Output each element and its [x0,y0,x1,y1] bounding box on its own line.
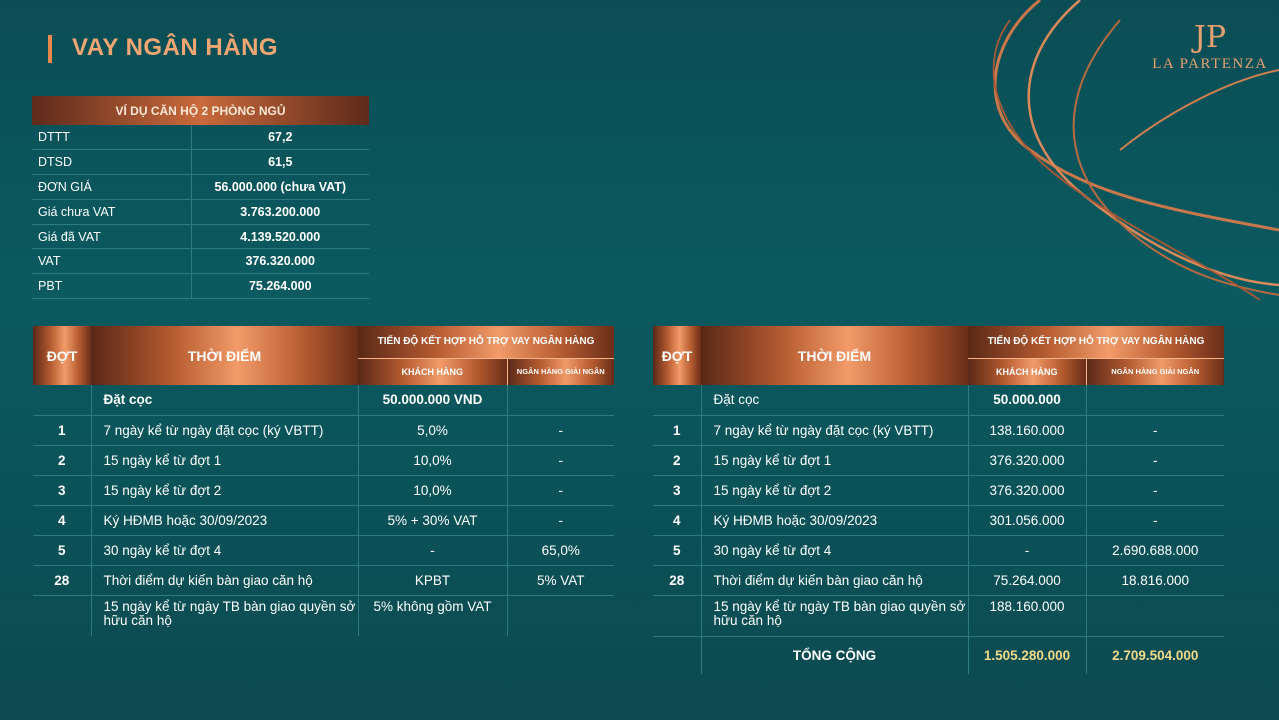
example-header: VÍ DỤ CĂN HỘ 2 PHÒNG NGỦ [32,96,369,125]
cell-customer: 376.320.000 [968,475,1086,505]
cell-time: 15 ngày kể từ đợt 2 [91,475,358,505]
col-time-header: THỜI ĐIỂM [91,326,358,385]
table-row [33,595,614,636]
table-row [653,565,1224,595]
cell-time: 15 ngày kể từ đợt 1 [701,445,968,475]
cell-customer: 301.056.000 [968,505,1086,535]
cell-bank [1086,595,1224,636]
col-group-header: TIẾN ĐỘ KẾT HỢP HỖ TRỢ VAY NGÂN HÀNG [358,326,614,358]
cell-bank: - [1086,505,1224,535]
cell-dot [33,595,91,636]
cell-customer: 5% không gồm VAT [358,595,507,636]
table-row [33,475,614,505]
row-label: Giá chưa VAT [32,199,191,224]
cell-dot [653,385,701,415]
table-row [32,175,369,200]
cell-time: 30 ngày kể từ đợt 4 [91,535,358,565]
table-row [32,274,369,299]
cell-customer: 188.160.000 [968,595,1086,636]
table-row [33,445,614,475]
cell-customer: 50.000.000 [968,385,1086,415]
cell-bank [507,595,614,636]
cell-dot [653,595,701,636]
cell-time: Ký HĐMB hoặc 30/09/2023 [701,505,968,535]
row-label: ĐƠN GIÁ [32,175,191,200]
cell-dot: 1 [33,415,91,445]
row-value: 376.320.000 [191,249,369,274]
cell-customer: 10,0% [358,445,507,475]
cell-dot: 3 [653,475,701,505]
cell-dot [653,636,701,674]
cell-dot: 1 [653,415,701,445]
table-row [653,445,1224,475]
example-apartment-table [32,96,369,299]
cell-dot: 28 [33,565,91,595]
table-row [653,595,1224,636]
cell-bank: - [507,415,614,445]
row-label: Giá đã VAT [32,224,191,249]
table-row [653,385,1224,415]
cell-customer: 376.320.000 [968,445,1086,475]
cell-dot: 3 [33,475,91,505]
cell-bank [1086,385,1224,415]
cell-bank: 65,0% [507,535,614,565]
cell-customer: KPBT [358,565,507,595]
total-bank: 2.709.504.000 [1112,647,1199,663]
table-row [33,565,614,595]
cell-time: Đặt cọc [701,385,968,415]
logo-name: LA PARTENZA [1152,56,1268,72]
cell-customer: 75.264.000 [968,565,1086,595]
table-row [32,150,369,175]
cell-bank: 18.816.000 [1086,565,1224,595]
table-row [32,224,369,249]
table-row [653,475,1224,505]
cell-dot: 5 [33,535,91,565]
cell-dot: 2 [33,445,91,475]
row-label: DTSD [32,150,191,175]
table-row [32,125,369,150]
cell-time: 7 ngày kể từ ngày đặt cọc (ký VBTT) [91,415,358,445]
row-label: VAT [32,249,191,274]
cell-dot: 2 [653,445,701,475]
table-row [33,415,614,445]
cell-customer: 10,0% [358,475,507,505]
cell-bank: - [507,445,614,475]
cell-customer: 50.000.000 VND [358,385,507,415]
row-value: 61,5 [191,150,369,175]
cell-time: 15 ngày kể từ ngày TB bàn giao quyền sở hữu căn hộ [91,595,358,636]
table-row [33,385,614,415]
title-accent-bar [48,35,52,63]
row-value: 75.264.000 [191,274,369,299]
col-customer-header: KHÁCH HÀNG [358,358,507,385]
table-row [33,535,614,565]
cell-dot: 5 [653,535,701,565]
cell-time: Thời điểm dự kiến bàn giao căn hộ [91,565,358,595]
col-bank-header: NGÂN HÀNG GIẢI NGÂN [507,358,614,385]
col-group-header: TIẾN ĐỘ KẾT HỢP HỖ TRỢ VAY NGÂN HÀNG [968,326,1224,358]
table-row [653,535,1224,565]
cell-dot [33,385,91,415]
cell-dot: 4 [653,505,701,535]
row-value: 4.139.520.000 [191,224,369,249]
payment-schedule-amount-table [653,326,1224,674]
total-row [653,636,1224,674]
cell-dot: 28 [653,565,701,595]
cell-bank: - [1086,475,1224,505]
table-row [653,505,1224,535]
cell-bank: - [507,475,614,505]
cell-time: 15 ngày kể từ ngày TB bàn giao quyền sở hữu căn hộ [701,595,968,636]
cell-customer: 5% + 30% VAT [358,505,507,535]
row-value: 56.000.000 (chưa VAT) [191,175,369,200]
table-row [653,415,1224,445]
page-title: VAY NGÂN HÀNG [72,34,279,61]
logo-mark-icon: JP [1193,20,1227,55]
table-row [32,199,369,224]
cell-bank: - [507,505,614,535]
cell-time: 7 ngày kể từ ngày đặt cọc (ký VBTT) [701,415,968,445]
cell-customer: 5,0% [358,415,507,445]
col-bank-header: NGÂN HÀNG GIẢI NGÂN [1086,358,1224,385]
col-customer-header: KHÁCH HÀNG [968,358,1086,385]
total-customer: 1.505.280.000 [968,636,1086,674]
cell-time: Đặt cọc [91,385,358,415]
cell-bank: - [1086,445,1224,475]
cell-time: 15 ngày kể từ đợt 2 [701,475,968,505]
table-row [33,505,614,535]
cell-customer: - [968,535,1086,565]
cell-time: Thời điểm dự kiến bàn giao căn hộ [701,565,968,595]
cell-customer: 138.160.000 [968,415,1086,445]
cell-dot: 4 [33,505,91,535]
cell-time: 30 ngày kể từ đợt 4 [701,535,968,565]
col-dot-header: ĐỢT [653,326,701,385]
cell-bank: 2.690.688.000 [1086,535,1224,565]
col-time-header: THỜI ĐIỂM [701,326,968,385]
row-label: DTTT [32,125,191,150]
cell-bank: 5% VAT [507,565,614,595]
col-dot-header: ĐỢT [33,326,91,385]
row-label: PBT [32,274,191,299]
cell-bank: - [1086,415,1224,445]
total-label: TỔNG CỘNG [701,636,968,674]
cell-bank [507,385,614,415]
cell-time: Ký HĐMB hoặc 30/09/2023 [91,505,358,535]
row-value: 3.763.200.000 [191,199,369,224]
payment-schedule-percent-table [33,326,614,636]
row-value: 67,2 [191,125,369,150]
cell-customer: - [358,535,507,565]
brand-logo [1150,22,1270,73]
table-row [32,249,369,274]
cell-time: 15 ngày kể từ đợt 1 [91,445,358,475]
